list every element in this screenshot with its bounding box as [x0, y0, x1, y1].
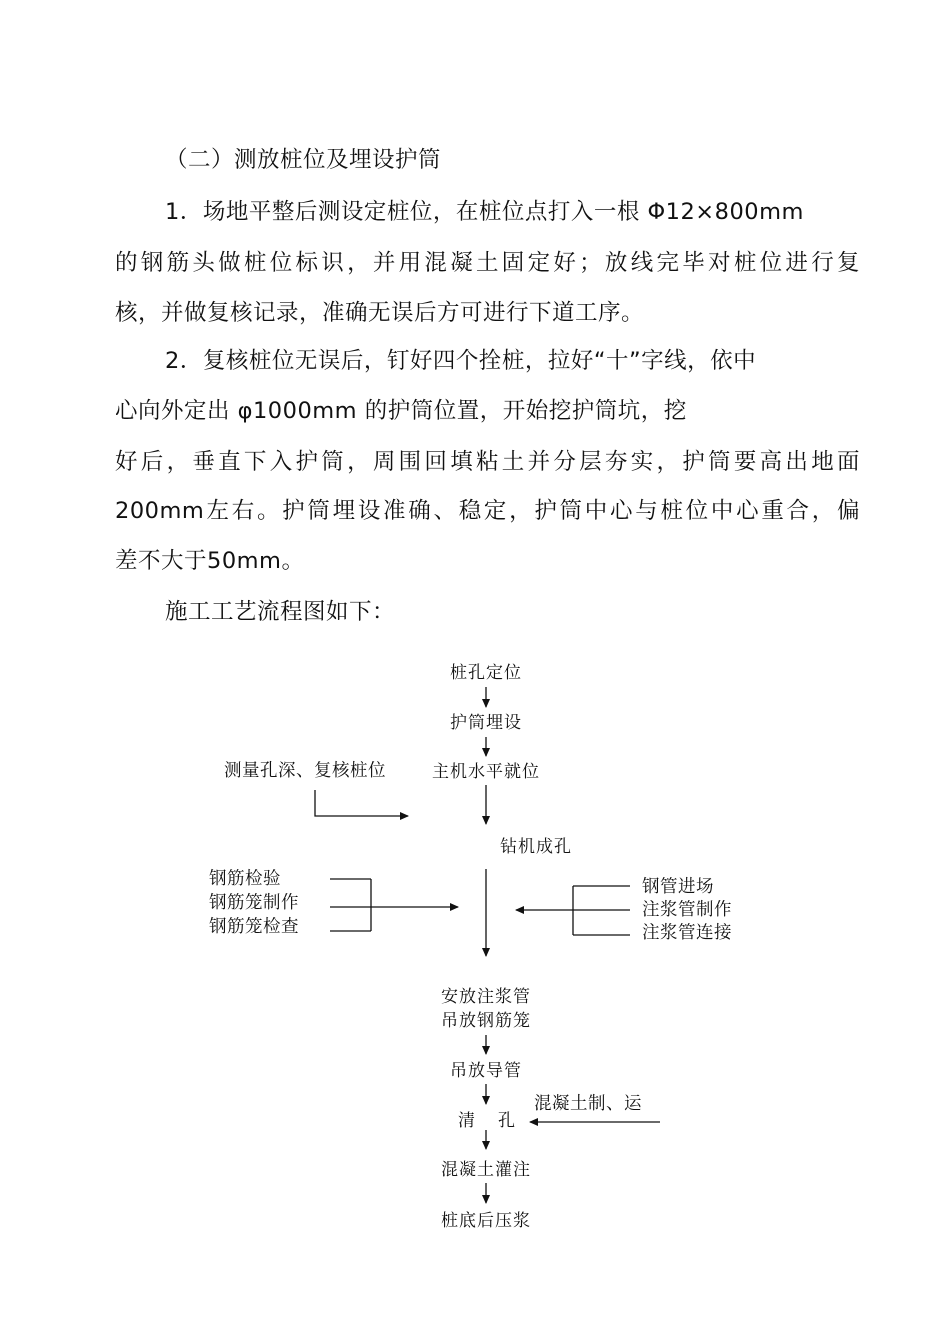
right-grout-pipe-connection: 注浆管连接 — [642, 923, 732, 943]
right-steel-pipe-arrival: 钢管进场 — [642, 877, 714, 897]
step-lower-tremie: 吊放导管 — [450, 1061, 522, 1081]
arrow-measure — [315, 790, 408, 816]
section-heading: （二）测放桩位及埋设护筒 — [165, 147, 442, 173]
step-install-grout-pipe: 安放注浆管 — [441, 987, 531, 1007]
step-lower-rebar-cage: 吊放钢筋笼 — [441, 1011, 531, 1031]
step-casing-burial: 护筒埋设 — [450, 713, 522, 733]
para1-line1: 1．场地平整后测设定桩位，在桩位点打入一根 Φ12×800mm — [165, 199, 804, 225]
left-rebar-cage-check: 钢筋笼检查 — [209, 917, 299, 937]
step-pile-positioning: 桩孔定位 — [450, 663, 522, 683]
para2-line2: 心向外定出 φ1000mm 的护筒位置，开始挖护筒坑，挖 — [115, 398, 687, 424]
side-concrete-production: 混凝土制、运 — [534, 1094, 642, 1114]
para2-line4: 200mm左右。护筒埋设准确、稳定，护筒中心与桩位中心重合，偏 — [115, 498, 860, 524]
para1-line2: 的钢筋头做桩位标识，并用混凝土固定好；放线完毕对桩位进行复 — [115, 250, 860, 276]
left-rebar-inspection: 钢筋检验 — [209, 869, 281, 889]
step-concrete-pouring: 混凝土灌注 — [441, 1160, 531, 1180]
left-rebar-cage-fabrication: 钢筋笼制作 — [209, 893, 299, 913]
side-measure-depth: 测量孔深、复核桩位 — [224, 761, 386, 781]
step-clean-hole-a: 清 — [458, 1111, 476, 1131]
step-post-grouting: 桩底后压浆 — [441, 1211, 531, 1231]
step-clean-hole-b: 孔 — [498, 1111, 516, 1131]
step-rig-leveling: 主机水平就位 — [432, 762, 540, 782]
para2-line5: 差不大于50mm。 — [115, 548, 305, 574]
para1-line3: 核，并做复核记录，准确无误后方可进行下道工序。 — [115, 300, 645, 326]
right-grout-pipe-fabrication: 注浆管制作 — [642, 900, 732, 920]
step-drilling: 钻机成孔 — [500, 837, 572, 857]
flow-intro: 施工工艺流程图如下： — [165, 599, 396, 625]
para2-line1: 2．复核桩位无误后，钉好四个拴桩，拉好“十”字线，依中 — [165, 348, 757, 374]
para2-line3: 好后，垂直下入护筒，周围回填粘土并分层夯实，护筒要高出地面 — [115, 449, 860, 475]
